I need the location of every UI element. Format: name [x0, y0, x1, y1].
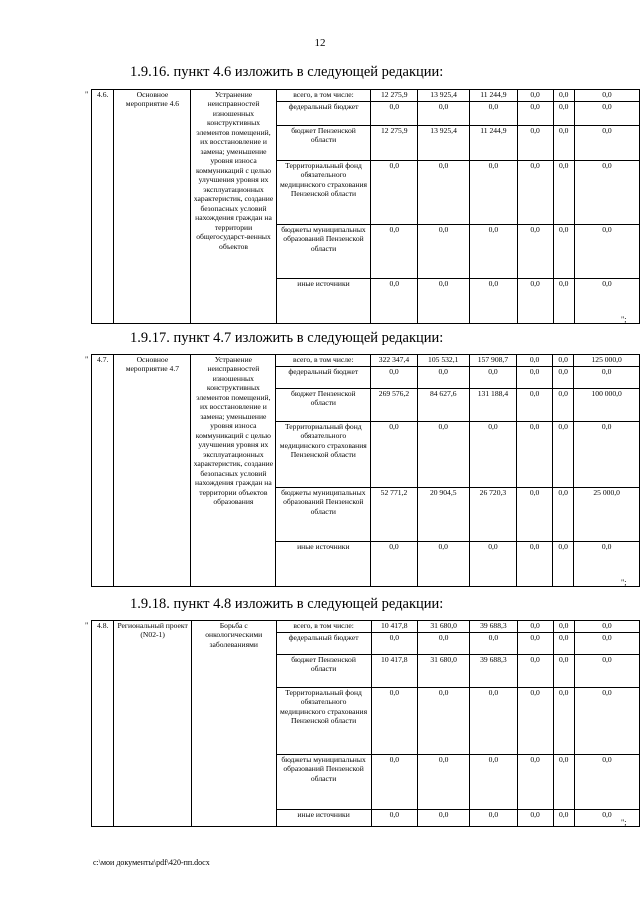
amount-cell: 0,0	[470, 102, 518, 126]
funding-source: иные источники	[276, 542, 371, 587]
amount-cell: 0,0	[517, 422, 553, 488]
amount-cell: 0,0	[470, 810, 518, 827]
funding-source: бюджеты муниципальных образований Пензенской области	[276, 755, 371, 810]
open-quote-mark: "	[85, 90, 89, 99]
amount-cell: 0,0	[517, 126, 553, 161]
funding-table	[91, 354, 640, 587]
amount-cell: 0,0	[470, 688, 518, 755]
amount-cell: 0,0	[470, 755, 518, 810]
amount-cell: 0,0	[553, 90, 574, 102]
amount-cell: 0,0	[517, 810, 553, 827]
amount-cell: 0,0	[469, 367, 516, 389]
amount-cell: 0,0	[417, 422, 469, 488]
table-row	[92, 621, 640, 633]
funding-source: бюджет Пензенской области	[276, 126, 371, 161]
amount-cell: 100 000,0	[574, 389, 640, 422]
amount-cell: 0,0	[553, 422, 574, 488]
amount-cell: 0,0	[418, 688, 470, 755]
amount-cell: 25 000,0	[574, 488, 640, 542]
amount-cell: 0,0	[517, 755, 553, 810]
amount-cell: 0,0	[574, 225, 639, 279]
amount-cell: 20 904,5	[417, 488, 469, 542]
funding-source: иные источники	[276, 810, 371, 827]
item-description: Устранение неисправностей изношенных конструктивных элементов помещений, их восстановление и замена; уменьшение уровня износа коммуникаций с целью улучшения уровня их эксплуатационных характеристик, создание безопасных условий нахождения граждан на территории объектов образования	[191, 355, 276, 587]
table-row	[92, 90, 640, 102]
amount-cell: 0,0	[517, 367, 553, 389]
amount-cell: 84 627,6	[417, 389, 469, 422]
funding-source: Территориальный фонд обязательного медицинского страхования Пензенской области	[276, 161, 371, 225]
funding-table	[91, 620, 640, 827]
amount-cell: 0,0	[469, 542, 516, 587]
amount-cell: 0,0	[574, 279, 639, 324]
amount-cell: 0,0	[553, 688, 574, 755]
amount-cell: 0,0	[371, 810, 418, 827]
amount-cell: 0,0	[371, 422, 418, 488]
amount-cell: 0,0	[553, 542, 574, 587]
funding-source: бюджеты муниципальных образований Пензенской области	[276, 225, 371, 279]
amount-cell: 0,0	[470, 161, 518, 225]
amount-cell: 0,0	[371, 633, 418, 655]
amount-cell: 0,0	[517, 389, 553, 422]
amount-cell: 0,0	[371, 542, 418, 587]
amount-cell: 269 576,2	[371, 389, 418, 422]
amount-cell: 0,0	[371, 279, 418, 324]
amount-cell: 0,0	[574, 633, 639, 655]
item-description: Устранение неисправностей изношенных конструктивных элементов помещений, их восстановление и замена; уменьшение уровня износа коммуникаций с целью улучшения уровня их эксплуатационных характеристик, создание безопасных условий нахождения граждан на территории общегосударст-венных объектов	[191, 90, 276, 324]
amount-cell: 0,0	[517, 655, 553, 688]
amount-cell: 39 688,3	[470, 655, 518, 688]
amount-cell: 0,0	[517, 633, 553, 655]
open-quote-mark: "	[85, 621, 89, 630]
amount-cell: 0,0	[469, 422, 516, 488]
page-number: 12	[314, 37, 326, 49]
amount-cell: 0,0	[517, 688, 553, 755]
amount-cell: 0,0	[553, 225, 574, 279]
funding-source: бюджеты муниципальных образований Пензенской области	[276, 488, 371, 542]
amount-cell: 0,0	[371, 102, 418, 126]
open-quote-mark: "	[85, 355, 89, 364]
amount-cell: 0,0	[553, 621, 574, 633]
amount-cell: 0,0	[517, 355, 553, 367]
item-name: Региональный проект (N02-1)	[114, 621, 191, 827]
item-number: 4.7.	[92, 355, 114, 587]
amount-cell: 0,0	[418, 161, 470, 225]
amount-cell: 26 720,3	[469, 488, 516, 542]
amount-cell: 125 000,0	[574, 355, 640, 367]
amount-cell: 157 908,7	[469, 355, 516, 367]
amount-cell: 0,0	[371, 688, 418, 755]
amount-cell: 0,0	[574, 810, 639, 827]
amount-cell: 0,0	[517, 542, 553, 587]
amount-cell: 10 417,8	[371, 621, 418, 633]
close-quote-mark: ";	[621, 315, 627, 324]
amount-cell: 0,0	[574, 688, 639, 755]
amount-cell: 0,0	[553, 367, 574, 389]
amount-cell: 131 188,4	[469, 389, 516, 422]
amount-cell: 0,0	[418, 633, 470, 655]
funding-source: федеральный бюджет	[276, 367, 371, 389]
funding-source: всего, в том числе:	[276, 355, 371, 367]
funding-source: бюджет Пензенской области	[276, 655, 371, 688]
item-description: Борьба с онкологическими заболеваниями	[191, 621, 276, 827]
amount-cell: 10 417,8	[371, 655, 418, 688]
item-name: Основное мероприятие 4.6	[114, 90, 191, 324]
section-heading: 1.9.17. пункт 4.7 изложить в следующей редакции:	[130, 330, 444, 346]
amount-cell: 0,0	[574, 126, 639, 161]
amount-cell: 12 275,9	[371, 90, 418, 102]
amount-cell: 0,0	[553, 279, 574, 324]
amount-cell: 0,0	[371, 367, 418, 389]
amount-cell: 0,0	[417, 367, 469, 389]
amount-cell: 322 347,4	[371, 355, 418, 367]
amount-cell: 0,0	[553, 355, 574, 367]
funding-source: иные источники	[276, 279, 371, 324]
amount-cell: 0,0	[553, 161, 574, 225]
funding-source: всего, в том числе:	[276, 621, 371, 633]
funding-source: бюджет Пензенской области	[276, 389, 371, 422]
amount-cell: 11 244,9	[470, 90, 518, 102]
amount-cell: 0,0	[553, 755, 574, 810]
amount-cell: 0,0	[517, 279, 553, 324]
amount-cell: 0,0	[553, 389, 574, 422]
amount-cell: 0,0	[517, 225, 553, 279]
item-number: 4.8.	[92, 621, 114, 827]
amount-cell: 0,0	[470, 225, 518, 279]
amount-cell: 52 771,2	[371, 488, 418, 542]
amount-cell: 0,0	[371, 161, 418, 225]
amount-cell: 13 925,4	[418, 90, 470, 102]
amount-cell: 0,0	[574, 422, 640, 488]
amount-cell: 0,0	[371, 755, 418, 810]
amount-cell: 0,0	[574, 367, 640, 389]
item-name: Основное мероприятие 4.7	[114, 355, 191, 587]
funding-source: Территориальный фонд обязательного медицинского страхования Пензенской области	[276, 688, 371, 755]
amount-cell: 0,0	[553, 810, 574, 827]
amount-cell: 0,0	[574, 102, 639, 126]
amount-cell: 105 532,1	[417, 355, 469, 367]
amount-cell: 0,0	[553, 102, 574, 126]
amount-cell: 0,0	[574, 542, 640, 587]
close-quote-mark: ";	[621, 818, 627, 827]
amount-cell: 13 925,4	[418, 126, 470, 161]
amount-cell: 0,0	[371, 225, 418, 279]
amount-cell: 0,0	[517, 90, 553, 102]
amount-cell: 0,0	[574, 90, 639, 102]
amount-cell: 0,0	[418, 279, 470, 324]
close-quote-mark: ";	[621, 578, 627, 587]
amount-cell: 0,0	[517, 161, 553, 225]
amount-cell: 0,0	[517, 621, 553, 633]
file-path-footer: c:\мои документы\pdf\420-пп.docx	[93, 858, 210, 867]
amount-cell: 0,0	[517, 102, 553, 126]
amount-cell: 0,0	[418, 225, 470, 279]
amount-cell: 0,0	[553, 633, 574, 655]
amount-cell: 0,0	[553, 488, 574, 542]
amount-cell: 0,0	[417, 542, 469, 587]
item-number: 4.6.	[92, 90, 114, 324]
amount-cell: 0,0	[470, 279, 518, 324]
amount-cell: 0,0	[574, 621, 639, 633]
amount-cell: 31 680,0	[418, 655, 470, 688]
amount-cell: 0,0	[470, 633, 518, 655]
amount-cell: 31 680,0	[418, 621, 470, 633]
amount-cell: 0,0	[553, 126, 574, 161]
funding-source: федеральный бюджет	[276, 633, 371, 655]
funding-source: всего, в том числе:	[276, 90, 371, 102]
amount-cell: 11 244,9	[470, 126, 518, 161]
section-heading: 1.9.16. пункт 4.6 изложить в следующей редакции:	[130, 64, 444, 80]
section-heading: 1.9.18. пункт 4.8 изложить в следующей редакции:	[130, 596, 444, 612]
amount-cell: 0,0	[574, 161, 639, 225]
amount-cell: 0,0	[517, 488, 553, 542]
table-row	[92, 355, 640, 367]
amount-cell: 0,0	[418, 810, 470, 827]
amount-cell: 0,0	[574, 655, 639, 688]
amount-cell: 0,0	[418, 755, 470, 810]
amount-cell: 39 688,3	[470, 621, 518, 633]
funding-source: Территориальный фонд обязательного медицинского страхования Пензенской области	[276, 422, 371, 488]
amount-cell: 0,0	[553, 655, 574, 688]
amount-cell: 0,0	[418, 102, 470, 126]
funding-table	[91, 89, 640, 324]
amount-cell: 12 275,9	[371, 126, 418, 161]
amount-cell: 0,0	[574, 755, 639, 810]
funding-source: федеральный бюджет	[276, 102, 371, 126]
